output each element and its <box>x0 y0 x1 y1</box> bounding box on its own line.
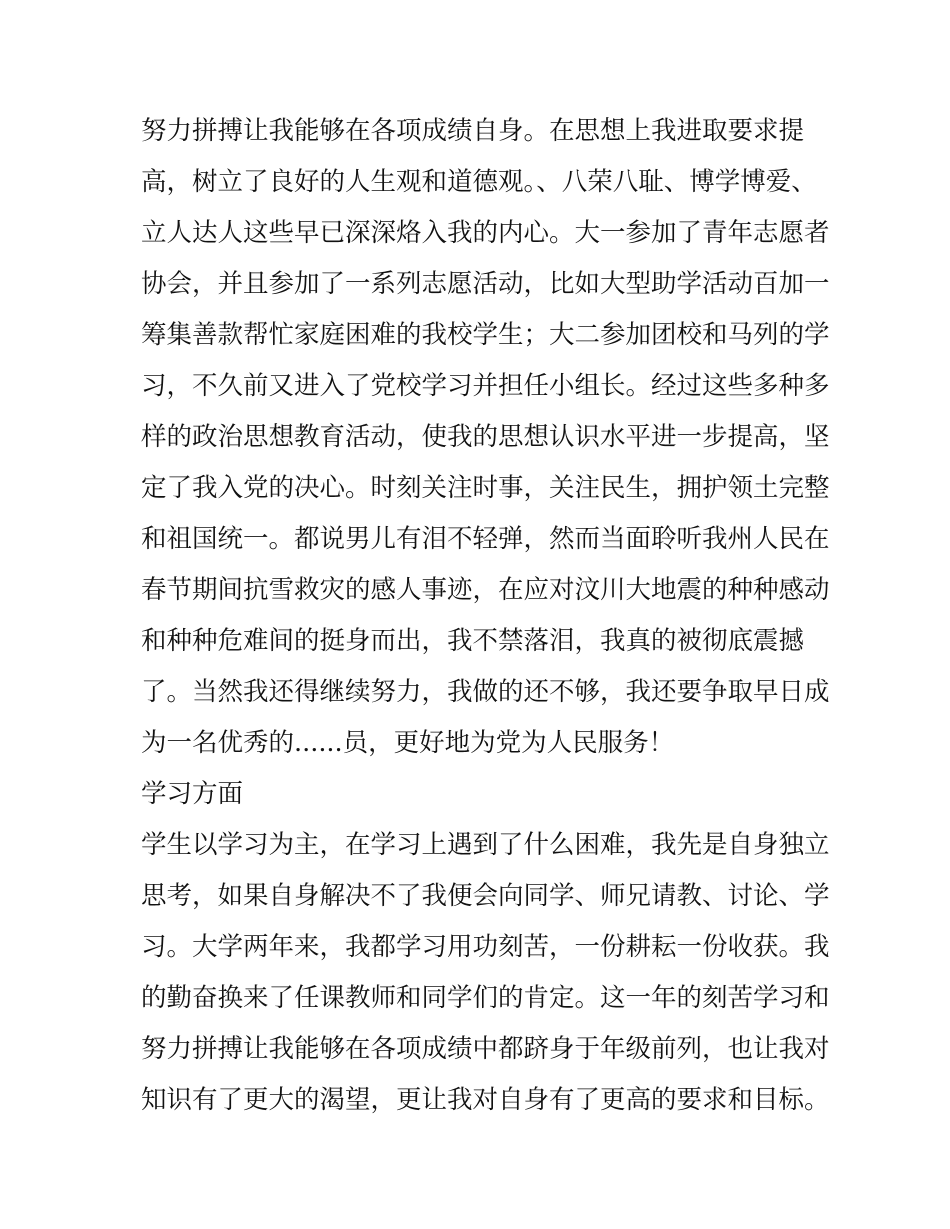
paragraph-political <box>141 106 830 769</box>
text-line: 协会，并且参加了一系列志愿活动，比如大型助学活动百加一 <box>141 269 830 299</box>
section-heading-study: 学习方面 <box>141 779 244 809</box>
text-line: 学生以学习为主，在学习上遇到了什么困难，我先是自身独立 <box>141 830 830 860</box>
text-line: 和祖国统一。都说男儿有泪不轻弹，然而当面聆听我州人民在 <box>141 524 830 554</box>
text-line: 的勤奋换来了任课教师和同学们的肯定。这一年的刻苦学习和 <box>141 983 830 1013</box>
text-line: 立人达人这些早已深深烙入我的内心。大一参加了青年志愿者 <box>141 218 830 248</box>
text-line: 高，树立了良好的人生观和道德观。、八荣八耻、博学博爱、 <box>141 167 817 197</box>
text-line: 样的政治思想教育活动，使我的思想认识水平进一步提高，坚 <box>141 422 830 452</box>
text-line: 筹集善款帮忙家庭困难的我校学生；大二参加团校和马列的学 <box>141 320 830 350</box>
text-line: 努力拼搏让我能够在各项成绩中都跻身于年级前列，也让我对 <box>141 1034 830 1064</box>
text-line: 春节期间抗雪救灾的感人事迹，在应对汶川大地震的种种感动 <box>141 575 830 605</box>
text-line: 为一名优秀的......员，更好地为党为人民服务！ <box>141 728 675 758</box>
text-line: 了。当然我还得继续努力，我做的还不够，我还要争取早日成 <box>141 677 830 707</box>
text-line: 努力拼搏让我能够在各项成绩自身。在思想上我进取要求提 <box>141 116 805 146</box>
text-line: 知识有了更大的渴望，更让我对自身有了更高的要求和目标。 <box>141 1085 830 1115</box>
text-line: 思考，如果自身解决不了我便会向同学、师兄请教、讨论、学 <box>141 881 830 911</box>
text-line: 习，不久前又进入了党校学习并担任小组长。经过这些多种多 <box>141 371 830 401</box>
text-line: 和种种危难间的挺身而出，我不禁落泪，我真的被彻底震撼 <box>141 626 805 656</box>
document-body <box>141 106 830 1126</box>
paragraph-study <box>141 820 830 1126</box>
text-line: 习。大学两年来，我都学习用功刻苦，一份耕耘一份收获。我 <box>141 932 830 962</box>
text-line: 定了我入党的决心。时刻关注时事，关注民生，拥护领土完整 <box>141 473 830 503</box>
